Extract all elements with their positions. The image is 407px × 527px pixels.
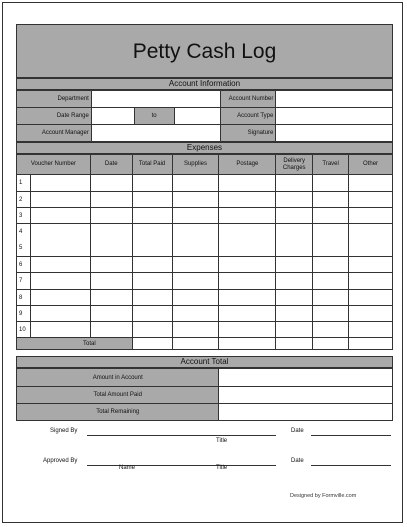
cell[interactable] xyxy=(349,208,393,224)
cell[interactable] xyxy=(276,175,313,192)
cell[interactable] xyxy=(313,273,349,290)
cell[interactable] xyxy=(172,208,219,224)
signed-by-date-label: Date xyxy=(291,428,304,434)
expenses-table xyxy=(16,154,393,350)
cell[interactable] xyxy=(313,306,349,322)
cell[interactable] xyxy=(276,192,313,208)
cell[interactable] xyxy=(30,224,90,257)
cell[interactable] xyxy=(30,175,90,192)
cell[interactable] xyxy=(90,306,132,322)
cell[interactable] xyxy=(349,290,393,306)
cell[interactable] xyxy=(313,290,349,306)
row-number: 9 xyxy=(17,306,31,322)
total-travel-field[interactable] xyxy=(313,338,349,350)
cell[interactable] xyxy=(30,208,90,224)
cell[interactable] xyxy=(90,224,132,257)
total-remaining-field[interactable] xyxy=(219,404,393,421)
cell[interactable] xyxy=(90,322,132,338)
cell[interactable] xyxy=(349,306,393,322)
cell[interactable] xyxy=(313,322,349,338)
footer-credit: Designed by Formville.com xyxy=(290,493,357,499)
signed-by-date-line[interactable] xyxy=(311,435,391,436)
date-range-end-field[interactable] xyxy=(174,108,221,125)
amount-in-account-label: Amount in Account xyxy=(17,369,219,387)
col-total-paid: Total Paid xyxy=(132,155,172,175)
cell[interactable] xyxy=(132,290,172,306)
cell[interactable] xyxy=(172,192,219,208)
signed-by-line[interactable] xyxy=(87,435,276,436)
col-postage: Postage xyxy=(219,155,276,175)
cell[interactable] xyxy=(349,257,393,273)
col-other: Other xyxy=(349,155,393,175)
form-page xyxy=(2,2,403,523)
signature-field[interactable] xyxy=(276,125,393,142)
row-number: 5 xyxy=(17,240,31,257)
row-number: 7 xyxy=(17,273,31,290)
cell[interactable] xyxy=(313,224,349,257)
approved-by-name-label: Name xyxy=(119,465,136,471)
approved-by-date-label: Date xyxy=(291,458,304,464)
cell[interactable] xyxy=(30,322,90,338)
col-date: Date xyxy=(90,155,132,175)
cell[interactable] xyxy=(172,175,219,192)
row-number: 2 xyxy=(17,192,31,208)
cell[interactable] xyxy=(349,273,393,290)
table-row xyxy=(17,175,393,192)
total-amount-paid-field[interactable] xyxy=(219,387,393,404)
cell[interactable] xyxy=(90,290,132,306)
date-range-label: Date Range xyxy=(17,108,92,125)
table-row xyxy=(17,306,393,322)
cell[interactable] xyxy=(172,290,219,306)
row-number: 8 xyxy=(17,290,31,306)
col-voucher-number: Voucher Number xyxy=(17,155,91,175)
cell[interactable] xyxy=(313,257,349,273)
account-total-table xyxy=(16,368,393,421)
cell[interactable] xyxy=(219,175,276,192)
cell[interactable] xyxy=(172,306,219,322)
total-postage-field[interactable] xyxy=(219,338,276,350)
date-range-to-label: to xyxy=(134,108,174,125)
account-info-table xyxy=(16,90,393,142)
total-supplies-field[interactable] xyxy=(172,338,219,350)
table-row xyxy=(17,322,393,338)
account-manager-label: Account Manager xyxy=(17,125,92,142)
account-type-field[interactable] xyxy=(276,108,393,125)
cell[interactable] xyxy=(276,306,313,322)
total-delivery-field[interactable] xyxy=(276,338,313,350)
expenses-heading: Expenses xyxy=(16,142,393,154)
cell[interactable] xyxy=(276,257,313,273)
cell[interactable] xyxy=(90,257,132,273)
account-number-field[interactable] xyxy=(276,91,393,108)
department-field[interactable] xyxy=(91,91,221,108)
cell[interactable] xyxy=(30,273,90,290)
page-title: Petty Cash Log xyxy=(16,24,393,78)
cell[interactable] xyxy=(132,306,172,322)
cell[interactable] xyxy=(132,192,172,208)
cell[interactable] xyxy=(132,224,172,257)
col-travel: Travel xyxy=(313,155,349,175)
cell[interactable] xyxy=(172,273,219,290)
cell[interactable] xyxy=(276,290,313,306)
cell[interactable] xyxy=(172,224,219,257)
cell[interactable] xyxy=(132,208,172,224)
cell[interactable] xyxy=(90,273,132,290)
total-remaining-label: Total Remaining xyxy=(17,404,219,421)
cell[interactable] xyxy=(30,306,90,322)
cell[interactable] xyxy=(219,257,276,273)
amount-in-account-field[interactable] xyxy=(219,369,393,387)
cell[interactable] xyxy=(172,322,219,338)
cell[interactable] xyxy=(219,192,276,208)
table-row xyxy=(17,192,393,208)
total-other-field[interactable] xyxy=(349,338,393,350)
approved-by-date-line[interactable] xyxy=(311,465,391,466)
total-label: Total xyxy=(17,338,133,350)
account-number-label: Account Number xyxy=(221,91,276,108)
cell[interactable] xyxy=(219,306,276,322)
signed-by-title-label: Title xyxy=(216,438,228,444)
signed-by-label: Signed By xyxy=(50,428,78,434)
cell[interactable] xyxy=(276,208,313,224)
account-manager-field[interactable] xyxy=(91,125,221,142)
cell[interactable] xyxy=(132,175,172,192)
cell[interactable] xyxy=(349,175,393,192)
col-delivery-charges: Delivery Charges xyxy=(276,155,313,175)
cell[interactable] xyxy=(172,257,219,273)
cell[interactable] xyxy=(313,175,349,192)
col-supplies: Supplies xyxy=(172,155,219,175)
cell[interactable] xyxy=(219,322,276,338)
row-number: 4 xyxy=(17,224,31,240)
approved-by-line[interactable] xyxy=(87,465,276,466)
cell[interactable] xyxy=(30,192,90,208)
cell[interactable] xyxy=(313,192,349,208)
cell[interactable] xyxy=(276,224,313,257)
date-range-start-field[interactable] xyxy=(91,108,134,125)
cell[interactable] xyxy=(313,208,349,224)
table-row xyxy=(17,290,393,306)
cell[interactable] xyxy=(30,290,90,306)
total-row xyxy=(17,338,393,350)
cell[interactable] xyxy=(132,257,172,273)
row-number: 1 xyxy=(17,175,31,192)
total-amount-paid-label: Total Amount Paid xyxy=(17,387,219,404)
account-type-label: Account Type xyxy=(221,108,276,125)
cell[interactable] xyxy=(132,322,172,338)
cell[interactable] xyxy=(219,224,276,257)
approved-by-title-label: Title xyxy=(216,465,228,471)
cell[interactable] xyxy=(276,273,313,290)
cell[interactable] xyxy=(90,175,132,192)
table-row xyxy=(17,208,393,224)
total-paid-field[interactable] xyxy=(132,338,172,350)
cell[interactable] xyxy=(90,192,132,208)
cell[interactable] xyxy=(219,290,276,306)
account-total-heading: Account Total xyxy=(16,356,393,368)
row-number: 6 xyxy=(17,257,31,273)
cell[interactable] xyxy=(219,273,276,290)
cell[interactable] xyxy=(349,224,393,257)
row-number: 3 xyxy=(17,208,31,224)
cell[interactable] xyxy=(90,208,132,224)
signature-label: Signature xyxy=(221,125,276,142)
cell[interactable] xyxy=(30,257,90,273)
table-row xyxy=(17,273,393,290)
cell[interactable] xyxy=(276,322,313,338)
account-info-heading: Account Information xyxy=(16,78,393,90)
department-label: Department xyxy=(17,91,92,108)
approved-by-label: Approved By xyxy=(43,458,78,464)
table-row xyxy=(17,224,393,240)
cell[interactable] xyxy=(219,208,276,224)
cell[interactable] xyxy=(349,192,393,208)
row-number: 10 xyxy=(17,322,31,338)
cell[interactable] xyxy=(132,273,172,290)
table-row xyxy=(17,257,393,273)
cell[interactable] xyxy=(349,322,393,338)
